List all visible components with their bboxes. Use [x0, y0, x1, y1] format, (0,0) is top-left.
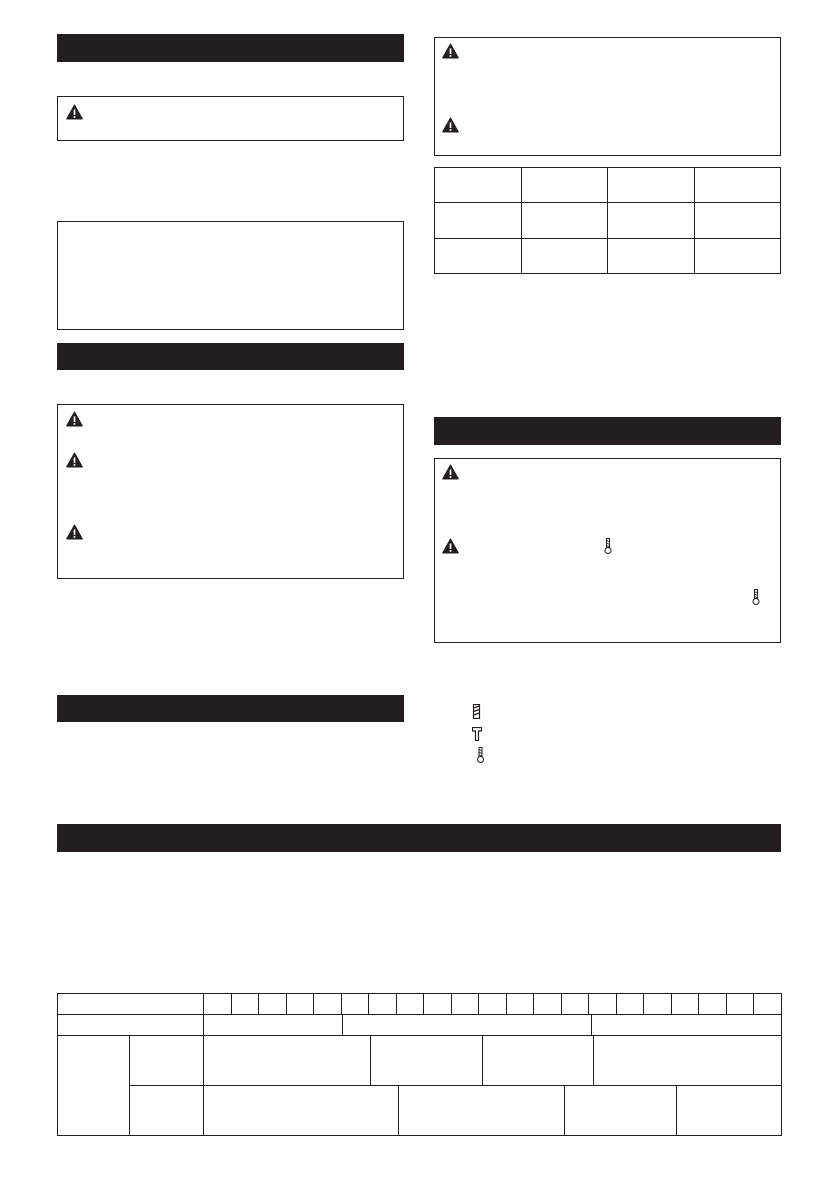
- table-cell: [521, 203, 608, 238]
- table-cell: [396, 994, 424, 1015]
- table-cell: [592, 1015, 782, 1036]
- table-cell: [565, 1086, 677, 1136]
- table-cell: [608, 238, 695, 273]
- table-cell: [594, 1036, 782, 1086]
- screw-icon: [476, 747, 485, 763]
- warning-triangle-icon: [66, 411, 83, 427]
- table-row: [435, 168, 781, 203]
- table-cell: [341, 994, 369, 1015]
- table-cell: [371, 1036, 483, 1086]
- table-cell: [754, 994, 782, 1015]
- table-cell: [286, 994, 314, 1015]
- warning-triangle-icon: [442, 43, 459, 59]
- table-cell: [479, 994, 507, 1015]
- table-cell: [699, 994, 727, 1015]
- warning-box: [57, 96, 404, 141]
- screw-icon: [604, 538, 612, 554]
- rating-table: [434, 167, 781, 274]
- section-header-bar: [57, 343, 404, 370]
- table-cell: [130, 1086, 204, 1136]
- table-cell: [58, 994, 204, 1015]
- table-cell: [435, 168, 522, 203]
- table-cell: [589, 994, 617, 1015]
- table-cell: [204, 1086, 399, 1136]
- table-cell: [694, 203, 781, 238]
- table-cell: [483, 1036, 594, 1086]
- table-cell: [259, 994, 287, 1015]
- table-cell: [694, 238, 781, 273]
- hammer-icon: [472, 727, 482, 741]
- table-cell: [644, 994, 672, 1015]
- table-cell: [231, 994, 259, 1015]
- warning-box: [434, 37, 781, 156]
- section-header-bar: [57, 695, 404, 722]
- table-cell: [130, 1036, 204, 1086]
- table-cell: [204, 994, 232, 1015]
- table-row: [435, 203, 781, 238]
- note-box: [57, 221, 404, 330]
- table-cell: [608, 168, 695, 203]
- table-cell: [424, 994, 452, 1015]
- table-cell: [369, 994, 397, 1015]
- table-cell: [204, 1036, 371, 1086]
- table-cell: [204, 1015, 343, 1036]
- section-header-bar: [434, 417, 781, 445]
- table-cell: [534, 994, 562, 1015]
- table-cell: [399, 1086, 565, 1136]
- table-cell: [314, 994, 342, 1015]
- warning-triangle-icon: [66, 104, 83, 120]
- section-header-bar: [57, 34, 404, 62]
- table-cell: [435, 238, 522, 273]
- table-cell: [608, 203, 695, 238]
- warning-triangle-icon: [442, 538, 459, 554]
- warning-box: [434, 458, 781, 643]
- section-header-bar: [57, 824, 781, 852]
- specification-table: [57, 993, 782, 1136]
- table-cell: [694, 168, 781, 203]
- table-cell: [521, 168, 608, 203]
- warning-triangle-icon: [66, 452, 83, 468]
- table-cell: [58, 1015, 204, 1036]
- table-cell: [561, 994, 589, 1015]
- table-cell: [451, 994, 479, 1015]
- table-row: [57, 1014, 782, 1036]
- table-cell: [726, 994, 754, 1015]
- warning-triangle-icon: [442, 117, 459, 133]
- drill-bit-icon: [472, 704, 481, 719]
- table-cell: [521, 238, 608, 273]
- screw-icon: [752, 589, 760, 605]
- table-cell: [506, 994, 534, 1015]
- table-row: [57, 993, 782, 1015]
- table-cell: [343, 1015, 592, 1036]
- table-cell: [616, 994, 644, 1015]
- table-row: [129, 1085, 782, 1136]
- table-cell: [435, 203, 522, 238]
- warning-triangle-icon: [66, 524, 83, 540]
- warning-box: [57, 404, 404, 579]
- warning-triangle-icon: [442, 464, 459, 480]
- table-cell: [677, 1086, 782, 1136]
- table-cell: [671, 994, 699, 1015]
- table-row: [435, 238, 781, 273]
- table-row: [129, 1035, 782, 1086]
- spanning-cell: [57, 1035, 130, 1136]
